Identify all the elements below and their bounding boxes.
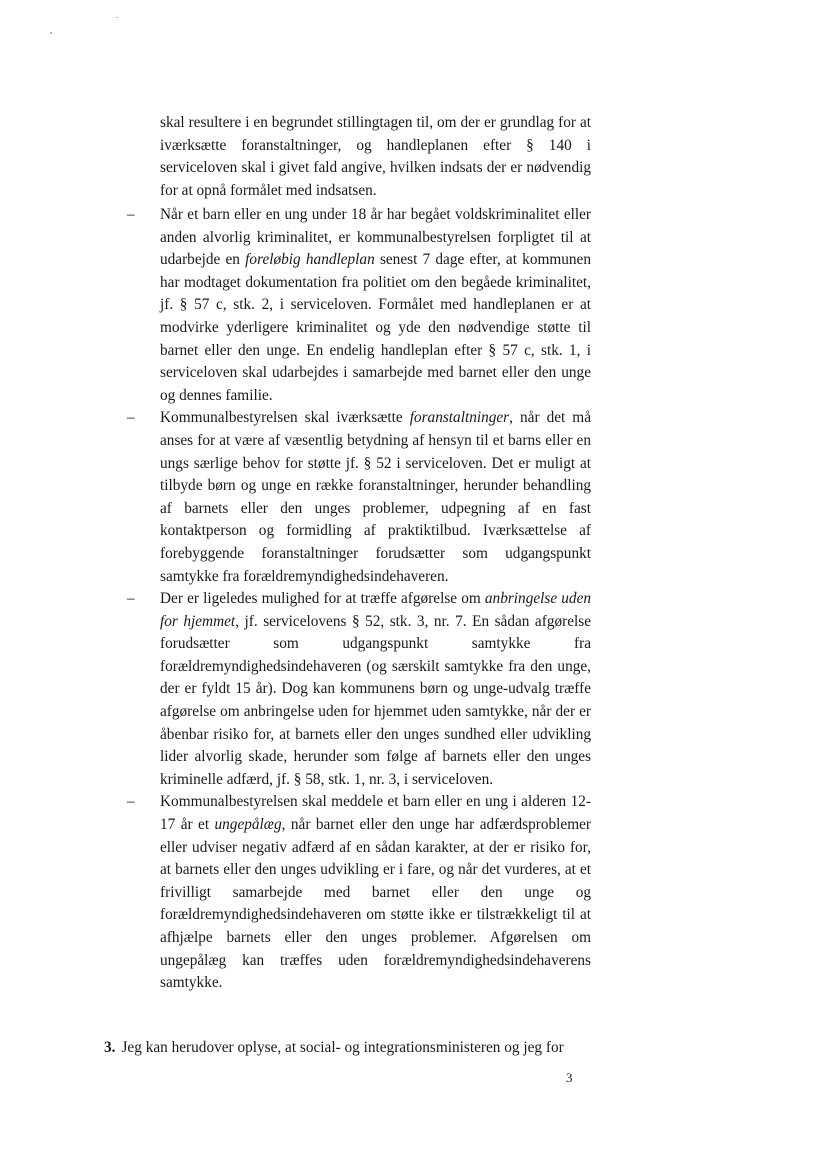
scan-speck [50, 32, 52, 34]
bullet-text: senest 7 dage efter, at kommunen har modtaget dokumentation fra politiet om den begåede kriminalitet, jf. § 57 c, stk. 2, i serviceloven. Formålet med handleplanen er at modvirke yderligere kriminalitet og yde den nødvendige støtte til barnet eller den unge. En endelig handleplan efter § 57 c, stk. 1, i serviceloven skal udarbejdes i samarbejde med barnet eller den unge og dennes familie. [160, 251, 591, 404]
bullet-dash: – [127, 793, 135, 811]
bullet-text: Kommunalbestyrelsen skal meddele et barn eller en ung i alderen 12-17 år et [160, 793, 591, 834]
scan-speck [116, 17, 118, 18]
paragraph-text: Jeg kan herudover oplyse, at social- og integrationsministeren og jeg for [121, 1039, 564, 1056]
bullet-list [127, 204, 591, 995]
paragraph-continuation: skal resultere i en begrundet stillingtagen til, om der er grundlag for at iværksætte foranstaltninger, og handleplanen efter § 140 i serviceloven skal i givet fald angive, hvilken indsats der er nødvendig for at opnå formålet med indsatsen. [160, 114, 591, 199]
bullet-text: , når barnet eller den unge har adfærdsproblemer eller udviser negativ adfærd af en sådan karakter, at der er risiko for, at barnets eller den unges udvikling er i fare, og når det vurderes, at et frivilligt samarbejde med barnet eller den unge og forældremyndighedsindehaveren om støtte ikke er tilstrækkeligt til at afhjælpe barnets eller den unges problemer. Afgørelsen om ungepålæg kan træffes uden forældremyndighedsindehaverens samtykke. [160, 816, 591, 992]
numbered-paragraph [104, 1037, 591, 1060]
bullet-item [127, 588, 591, 791]
paragraph-number: 3. [104, 1039, 116, 1056]
bullet-dash: – [127, 590, 135, 608]
bullet-item [127, 791, 591, 994]
bullet-text: Kommunalbestyrelsen skal iværksætte [160, 409, 410, 427]
bullet-text: Der er ligeledes mulighed for at træffe afgørelse om [160, 590, 485, 608]
bullet-dash: – [127, 409, 135, 427]
bullet-emphasis: anbringelse uden for hjemmet [160, 590, 592, 630]
bullet-emphasis: ungepålæg [214, 816, 282, 834]
bullet-item [127, 204, 591, 407]
bullet-text: , når det må anses for at være af væsentlig betydning af hensyn til et barns eller en ungs særlige behov for støtte jf. § 52 i serviceloven. Det er muligt at tilbyde børn og unge en række foranstaltninger, herunder behandling af barnets eller den unges problemer, udpegning af en fast kontaktperson og formidling af praktiktilbud. Iværksættelse af forebyggende foranstaltninger forudsætter som udgangspunkt samtykke fra forældremyndighedsindehaveren. [160, 409, 591, 585]
bullet-emphasis: foreløbig handleplan [245, 251, 375, 269]
bullet-dash: – [127, 206, 135, 223]
bullet-text: Når et barn eller en ung under 18 år har begået voldskriminalitet eller anden alvorlig kriminalitet, er kommunalbestyrelsen forpligtet til at udarbejde en [160, 206, 591, 269]
bullet-emphasis: foranstaltninger [409, 409, 510, 427]
page-number: 3 [566, 1070, 573, 1085]
bullet-text: , jf. servicelovens § 52, stk. 3, nr. 7. En sådan afgørelse forudsætter som udgangspunkt samtykke fra forældremyndighedsindehaveren (og særskilt samtykke fra den unge, der er fyldt 15 år). Dog kan kommunens børn og unge-udvalg træffe afgørelse om anbringelse uden for hjemmet uden samtykke, når der er åbenbar risiko for, at barnets eller den unges sundhed eller udvikling lider alvorlig skade, herunder som følge af barnets eller den unges kriminelle adfærd, jf. § 58, stk. 1, nr. 3, i serviceloven. [160, 612, 591, 788]
bullet-item [127, 407, 591, 588]
